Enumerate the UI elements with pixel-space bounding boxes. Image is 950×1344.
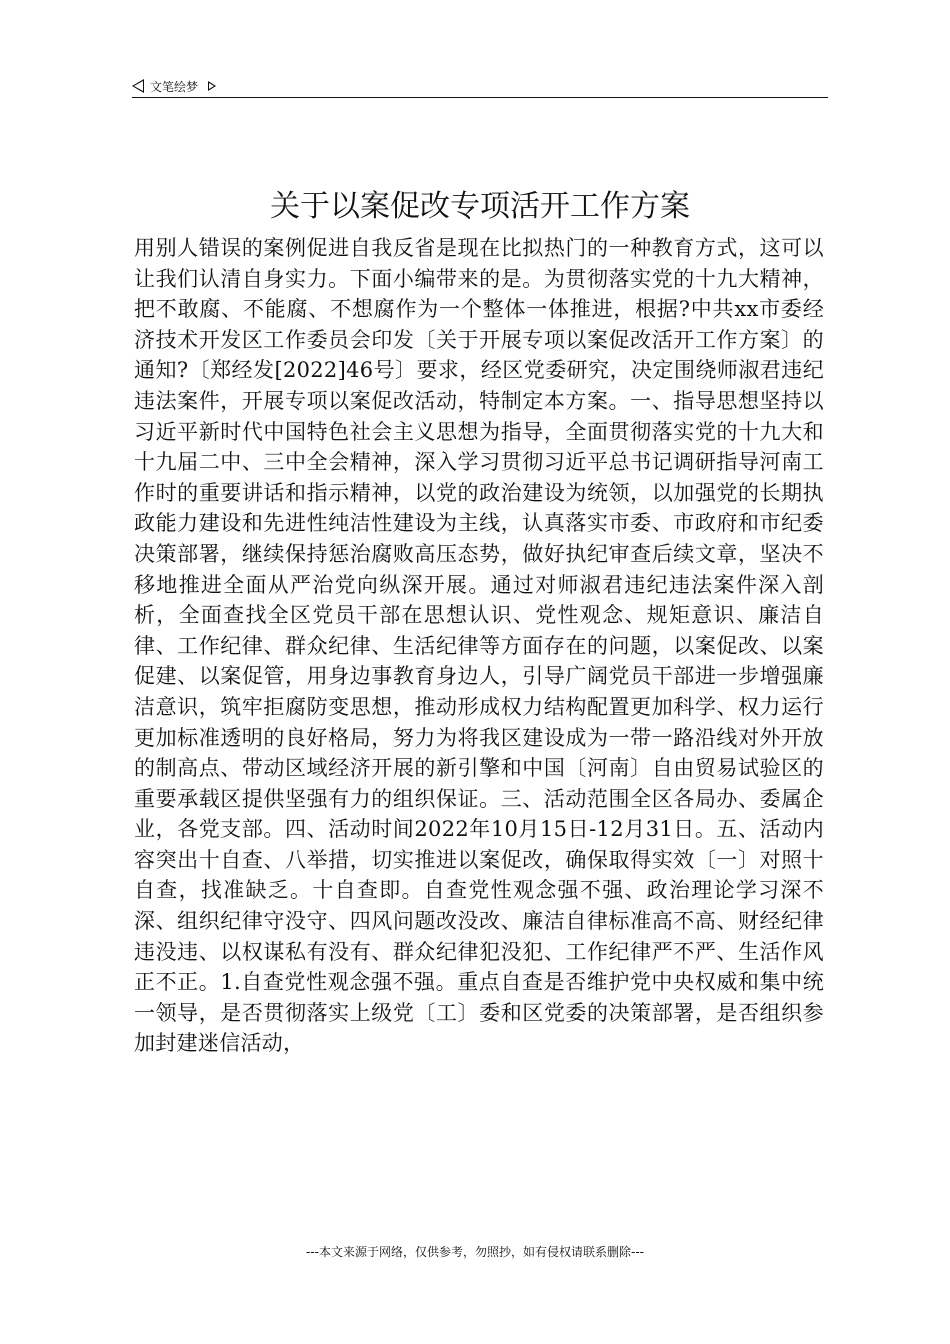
header-rule [132,97,828,98]
document-body: 用别人错误的案例促进自我反省是现在比拟热门的一种教育方式，这可以让我们认清自身实力。下面小编带来的是。为贯彻落实党的十九大精神，把不敢腐、不能腐、不想腐作为一个整体一体推进，根据?中共xx市委经济技术开发区工作委员会印发〔关于开展专项以案促改活开工作方案〕的通知?〔郑经发[2022]46号〕要求，经区党委研究，决定围绕师淑君违纪违法案件，开展专项以案促改活动，特制定本方案。一、指导思想坚持以习近平新时代中国特色社会主义思想为指导，全面贯彻落实党的十九大和十九届二中、三中全会精神，深入学习贯彻习近平总书记调研指导河南工作时的重要讲话和指示精神，以党的政治建设为统领，以加强党的长期执政能力建设和先进性纯洁性建设为主线，认真落实市委、市政府和市纪委决策部署，继续保持惩治腐败高压态势，做好执纪审查后续文章，坚决不移地推进全面从严治党向纵深开展。通过对师淑君违纪违法案件深入剖析，全面查找全区党员干部在思想认识、党性观念、规矩意识、廉洁自律、工作纪律、群众纪律、生活纪律等方面存在的问题，以案促改、以案促建、以案促管，用身边事教育身边人，引导广阔党员干部进一步增强廉洁意识，筑牢拒腐防变思想，推动形成权力结构配置更加科学、权力运行更加标准透明的良好格局，努力为将我区建设成为一带一路沿线对外开放的制高点、带动区域经济开展的新引擎和中国〔河南〕自由贸易试验区的重要承载区提供坚强有力的组织保证。三、活动范围全区各局办、委属企业，各党支部。四、活动时间2022年10月15日-12月31日。五、活动内容突出十自查、八举措，切实推进以案促改，确保取得实效〔一〕对照十自查，找准缺乏。十自查即。自查党性观念强不强、政治理论学习深不深、组织纪律守没守、四风问题改没改、廉洁自律标准高不高、财经纪律违没违、以权谋私有没有、群众纪律犯没犯、工作纪律严不严、生活作风正不正。1.自查党性观念强不强。重点自查是否维护党中央权威和集中统一领导，是否贯彻落实上级党〔工〕委和区党委的决策部署，是否组织参加封建迷信活动， [134,236,824,1056]
footer-notice: ---本文来源于网络，仅供参考，勿照抄，如有侵权请联系删除--- [306,1245,644,1259]
document-title: 关于以案促改专项活开工作方案 [270,189,690,224]
page-header [132,76,216,96]
triangle-left-icon [132,79,144,93]
header-brand: 文笔绘梦 [150,79,199,94]
triangle-right-icon [208,81,216,91]
